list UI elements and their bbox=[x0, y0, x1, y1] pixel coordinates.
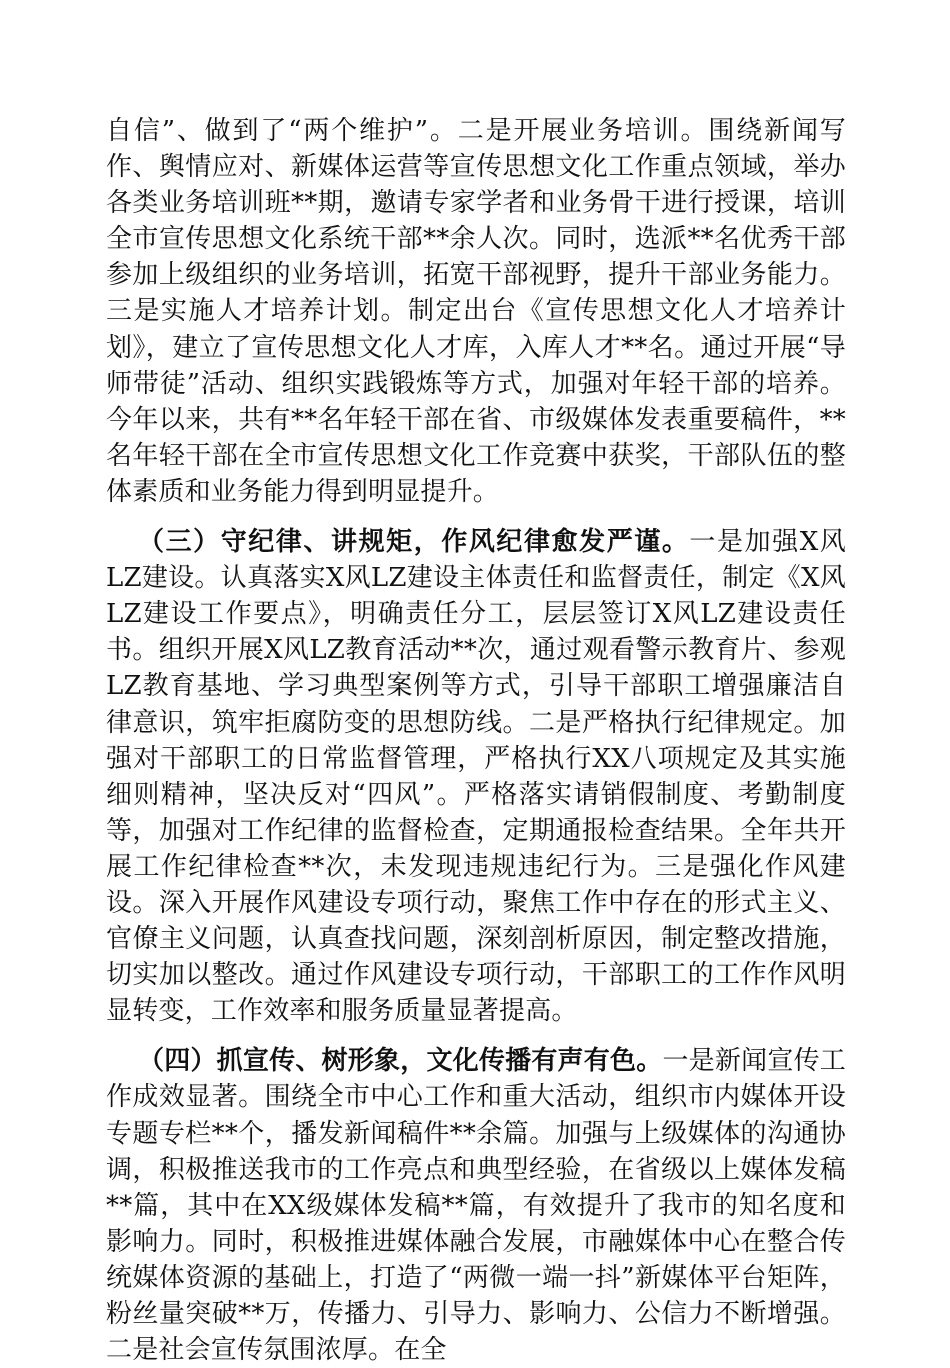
body-paragraph-2 bbox=[106, 524, 846, 1029]
section-heading-3: （三）守纪律、讲规矩，作风纪律愈发严谨。 bbox=[138, 527, 690, 558]
section-heading-4: （四）抓宣传、树形象，文化传播有声有色。 bbox=[138, 1046, 663, 1077]
body-paragraph-3 bbox=[106, 1043, 846, 1368]
document-page bbox=[106, 113, 846, 1368]
paragraph-3-text: 一是新闻宣传工作成效显著。围绕全市中心工作和重大活动，组织市内媒体开设专题专栏**个，播发新闻稿件**余篇。加强与上级媒体的沟通协调，积极推送我市的工作亮点和典型经验，在省级以上媒体发稿**篇，其中在XX级媒体发稿**篇，有效提升了我市的知名度和影响力。同时，积极推进媒体融合发展，市融媒体中心在整合传统媒体资源的基础上，打造了“两微一端一抖”新媒体平台矩阵，粉丝量突破**万，传播力、引导力、影响力、公信力不断增强。二是社会宣传氛围浓厚。在全 bbox=[106, 1046, 846, 1366]
body-paragraph-1 bbox=[106, 113, 846, 510]
paragraph-2-text: 一是加强X风LZ建设。认真落实X风LZ建设主体责任和监督责任，制定《X风LZ建设工作要点》，明确责任分工，层层签订X风LZ建设责任书。组织开展X风LZ教育活动**次，通过观看警示教育片、参观LZ教育基地、学习典型案例等方式，引导干部职工增强廉洁自律意识，筑牢拒腐防变的思想防线。二是严格执行纪律规定。加强对干部职工的日常监督管理，严格执行XX八项规定及其实施细则精神，坚决反对“四风”。严格落实请销假制度、考勤制度等，加强对工作纪律的监督检查，定期通报检查结果。全年共开展工作纪律检查**次，未发现违规违纪行为。三是强化作风建设。深入开展作风建设专项行动，聚焦工作中存在的形式主义、官僚主义问题，认真查找问题，深刻剖析原因，制定整改措施，切实加以整改。通过作风建设专项行动，干部职工的工作作风明显转变，工作效率和服务质量显著提高。 bbox=[106, 527, 846, 1027]
paragraph-1-text: 自信”、做到了“两个维护”。二是开展业务培训。围绕新闻写作、舆情应对、新媒体运营等宣传思想文化工作重点领域，举办各类业务培训班**期，邀请专家学者和业务骨干进行授课，培训全市宣传思想文化系统干部**余人次。同时，选派**名优秀干部参加上级组织的业务培训，拓宽干部视野，提升干部业务能力。三是实施人才培养计划。制定出台《宣传思想文化人才培养计划》，建立了宣传思想文化人才库，入库人才**名。通过开展“导师带徒”活动、组织实践锻炼等方式，加强对年轻干部的培养。今年以来，共有**名年轻干部在省、市级媒体发表重要稿件，**名年轻干部在全市宣传思想文化工作竞赛中获奖，干部队伍的整体素质和业务能力得到明显提升。 bbox=[106, 116, 846, 507]
